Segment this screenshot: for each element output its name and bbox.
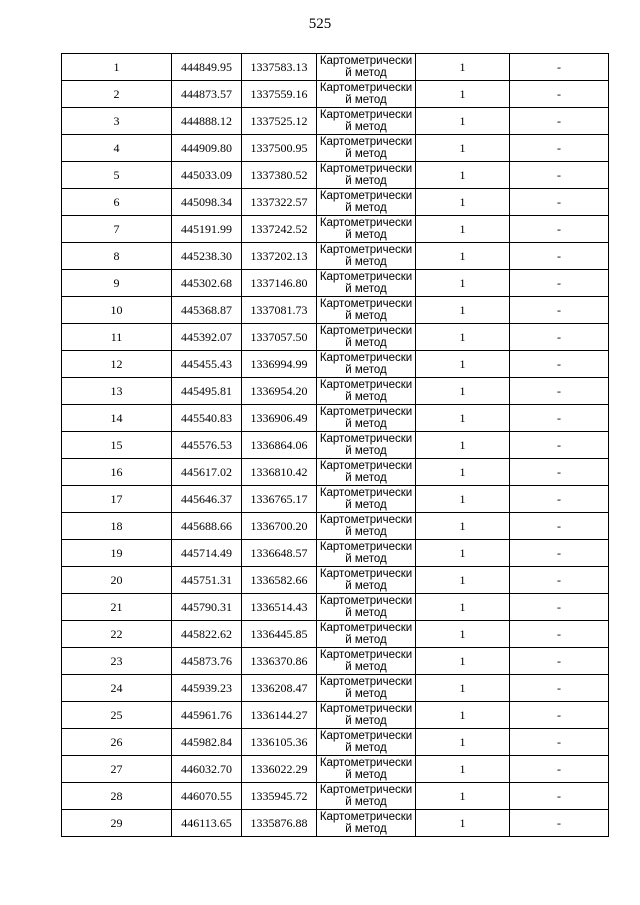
precision-cell: 1 <box>416 270 510 297</box>
precision-cell: 1 <box>416 378 510 405</box>
x-coordinate-cell: 445646.37 <box>172 486 242 513</box>
table-row <box>62 594 609 621</box>
y-coordinate-cell: 1335876.88 <box>242 810 317 837</box>
precision-cell: 1 <box>416 459 510 486</box>
note-cell: - <box>510 756 609 783</box>
x-coordinate-cell: 445302.68 <box>172 270 242 297</box>
precision-cell: 1 <box>416 216 510 243</box>
method-cell: Картометрически й метод <box>317 108 416 135</box>
precision-cell: 1 <box>416 81 510 108</box>
y-coordinate-cell: 1336954.20 <box>242 378 317 405</box>
note-cell: - <box>510 243 609 270</box>
point-number-cell: 2 <box>62 81 172 108</box>
method-cell: Картометрически й метод <box>317 594 416 621</box>
x-coordinate-cell: 445617.02 <box>172 459 242 486</box>
x-coordinate-cell: 445368.87 <box>172 297 242 324</box>
table-row <box>62 108 609 135</box>
table-row <box>62 270 609 297</box>
method-cell: Картометрически й метод <box>317 648 416 675</box>
precision-cell: 1 <box>416 594 510 621</box>
table-row <box>62 567 609 594</box>
note-cell: - <box>510 540 609 567</box>
point-number-cell: 7 <box>62 216 172 243</box>
page-number: 525 <box>308 16 332 32</box>
note-cell: - <box>510 405 609 432</box>
method-cell: Картометрически й метод <box>317 459 416 486</box>
x-coordinate-cell: 445714.49 <box>172 540 242 567</box>
method-cell: Картометрически й метод <box>317 756 416 783</box>
note-cell: - <box>510 810 609 837</box>
table-row <box>62 810 609 837</box>
y-coordinate-cell: 1337057.50 <box>242 324 317 351</box>
y-coordinate-cell: 1336582.66 <box>242 567 317 594</box>
y-coordinate-cell: 1336514.43 <box>242 594 317 621</box>
y-coordinate-cell: 1337242.52 <box>242 216 317 243</box>
point-number-cell: 11 <box>62 324 172 351</box>
x-coordinate-cell: 445961.76 <box>172 702 242 729</box>
point-number-cell: 1 <box>62 54 172 81</box>
point-number-cell: 29 <box>62 810 172 837</box>
precision-cell: 1 <box>416 54 510 81</box>
x-coordinate-cell: 444849.95 <box>172 54 242 81</box>
point-number-cell: 19 <box>62 540 172 567</box>
method-cell: Картометрически й метод <box>317 378 416 405</box>
y-coordinate-cell: 1336144.27 <box>242 702 317 729</box>
table-row <box>62 216 609 243</box>
x-coordinate-cell: 446032.70 <box>172 756 242 783</box>
precision-cell: 1 <box>416 540 510 567</box>
x-coordinate-cell: 445033.09 <box>172 162 242 189</box>
precision-cell: 1 <box>416 702 510 729</box>
point-number-cell: 17 <box>62 486 172 513</box>
table-row <box>62 405 609 432</box>
table-row <box>62 648 609 675</box>
precision-cell: 1 <box>416 351 510 378</box>
table-row <box>62 297 609 324</box>
note-cell: - <box>510 270 609 297</box>
y-coordinate-cell: 1336648.57 <box>242 540 317 567</box>
point-number-cell: 28 <box>62 783 172 810</box>
precision-cell: 1 <box>416 621 510 648</box>
method-cell: Картометрически й метод <box>317 135 416 162</box>
x-coordinate-cell: 445495.81 <box>172 378 242 405</box>
y-coordinate-cell: 1337525.12 <box>242 108 317 135</box>
table-row <box>62 702 609 729</box>
method-cell: Картометрически й метод <box>317 405 416 432</box>
note-cell: - <box>510 297 609 324</box>
x-coordinate-cell: 446070.55 <box>172 783 242 810</box>
note-cell: - <box>510 594 609 621</box>
coordinates-table <box>61 53 609 837</box>
point-number-cell: 16 <box>62 459 172 486</box>
table-row <box>62 162 609 189</box>
method-cell: Картометрически й метод <box>317 540 416 567</box>
y-coordinate-cell: 1336994.99 <box>242 351 317 378</box>
note-cell: - <box>510 729 609 756</box>
method-cell: Картометрически й метод <box>317 162 416 189</box>
point-number-cell: 9 <box>62 270 172 297</box>
y-coordinate-cell: 1337146.80 <box>242 270 317 297</box>
point-number-cell: 15 <box>62 432 172 459</box>
y-coordinate-cell: 1337380.52 <box>242 162 317 189</box>
x-coordinate-cell: 445939.23 <box>172 675 242 702</box>
precision-cell: 1 <box>416 162 510 189</box>
y-coordinate-cell: 1337202.13 <box>242 243 317 270</box>
y-coordinate-cell: 1336700.20 <box>242 513 317 540</box>
note-cell: - <box>510 324 609 351</box>
method-cell: Картометрически й метод <box>317 675 416 702</box>
method-cell: Картометрически й метод <box>317 702 416 729</box>
precision-cell: 1 <box>416 513 510 540</box>
method-cell: Картометрически й метод <box>317 729 416 756</box>
note-cell: - <box>510 54 609 81</box>
precision-cell: 1 <box>416 810 510 837</box>
method-cell: Картометрически й метод <box>317 243 416 270</box>
y-coordinate-cell: 1336810.42 <box>242 459 317 486</box>
note-cell: - <box>510 351 609 378</box>
y-coordinate-cell: 1337322.57 <box>242 189 317 216</box>
precision-cell: 1 <box>416 756 510 783</box>
precision-cell: 1 <box>416 729 510 756</box>
note-cell: - <box>510 108 609 135</box>
note-cell: - <box>510 459 609 486</box>
method-cell: Картометрически й метод <box>317 54 416 81</box>
y-coordinate-cell: 1337081.73 <box>242 297 317 324</box>
precision-cell: 1 <box>416 432 510 459</box>
point-number-cell: 14 <box>62 405 172 432</box>
point-number-cell: 3 <box>62 108 172 135</box>
y-coordinate-cell: 1336906.49 <box>242 405 317 432</box>
point-number-cell: 24 <box>62 675 172 702</box>
note-cell: - <box>510 378 609 405</box>
x-coordinate-cell: 444888.12 <box>172 108 242 135</box>
note-cell: - <box>510 567 609 594</box>
point-number-cell: 22 <box>62 621 172 648</box>
point-number-cell: 25 <box>62 702 172 729</box>
x-coordinate-cell: 446113.65 <box>172 810 242 837</box>
x-coordinate-cell: 445392.07 <box>172 324 242 351</box>
x-coordinate-cell: 445455.43 <box>172 351 242 378</box>
table-row <box>62 189 609 216</box>
point-number-cell: 20 <box>62 567 172 594</box>
table-row <box>62 324 609 351</box>
y-coordinate-cell: 1337500.95 <box>242 135 317 162</box>
precision-cell: 1 <box>416 189 510 216</box>
table-row <box>62 675 609 702</box>
y-coordinate-cell: 1337559.16 <box>242 81 317 108</box>
point-number-cell: 6 <box>62 189 172 216</box>
precision-cell: 1 <box>416 648 510 675</box>
point-number-cell: 5 <box>62 162 172 189</box>
x-coordinate-cell: 445790.31 <box>172 594 242 621</box>
table-row <box>62 432 609 459</box>
method-cell: Картометрически й метод <box>317 513 416 540</box>
note-cell: - <box>510 162 609 189</box>
x-coordinate-cell: 445191.99 <box>172 216 242 243</box>
table-row <box>62 756 609 783</box>
table-row <box>62 729 609 756</box>
note-cell: - <box>510 621 609 648</box>
y-coordinate-cell: 1335945.72 <box>242 783 317 810</box>
method-cell: Картометрически й метод <box>317 567 416 594</box>
method-cell: Картометрически й метод <box>317 81 416 108</box>
point-number-cell: 23 <box>62 648 172 675</box>
table-row <box>62 486 609 513</box>
precision-cell: 1 <box>416 297 510 324</box>
precision-cell: 1 <box>416 135 510 162</box>
x-coordinate-cell: 445688.66 <box>172 513 242 540</box>
note-cell: - <box>510 648 609 675</box>
y-coordinate-cell: 1336022.29 <box>242 756 317 783</box>
table-row <box>62 135 609 162</box>
note-cell: - <box>510 216 609 243</box>
point-number-cell: 4 <box>62 135 172 162</box>
point-number-cell: 26 <box>62 729 172 756</box>
table-row <box>62 540 609 567</box>
x-coordinate-cell: 445873.76 <box>172 648 242 675</box>
point-number-cell: 27 <box>62 756 172 783</box>
method-cell: Картометрически й метод <box>317 297 416 324</box>
precision-cell: 1 <box>416 108 510 135</box>
note-cell: - <box>510 783 609 810</box>
point-number-cell: 13 <box>62 378 172 405</box>
precision-cell: 1 <box>416 567 510 594</box>
method-cell: Картометрически й метод <box>317 810 416 837</box>
table-row <box>62 351 609 378</box>
table-row <box>62 243 609 270</box>
note-cell: - <box>510 81 609 108</box>
table-row <box>62 783 609 810</box>
x-coordinate-cell: 445540.83 <box>172 405 242 432</box>
coordinates-table-body <box>62 54 609 837</box>
note-cell: - <box>510 189 609 216</box>
table-row <box>62 378 609 405</box>
point-number-cell: 12 <box>62 351 172 378</box>
y-coordinate-cell: 1337583.13 <box>242 54 317 81</box>
y-coordinate-cell: 1336208.47 <box>242 675 317 702</box>
y-coordinate-cell: 1336765.17 <box>242 486 317 513</box>
x-coordinate-cell: 445751.31 <box>172 567 242 594</box>
method-cell: Картометрически й метод <box>317 324 416 351</box>
table-row <box>62 513 609 540</box>
x-coordinate-cell: 444873.57 <box>172 81 242 108</box>
method-cell: Картометрически й метод <box>317 351 416 378</box>
note-cell: - <box>510 702 609 729</box>
method-cell: Картометрически й метод <box>317 783 416 810</box>
point-number-cell: 8 <box>62 243 172 270</box>
table-row <box>62 459 609 486</box>
y-coordinate-cell: 1336370.86 <box>242 648 317 675</box>
method-cell: Картометрически й метод <box>317 216 416 243</box>
precision-cell: 1 <box>416 324 510 351</box>
x-coordinate-cell: 445982.84 <box>172 729 242 756</box>
note-cell: - <box>510 432 609 459</box>
table-row <box>62 54 609 81</box>
y-coordinate-cell: 1336105.36 <box>242 729 317 756</box>
x-coordinate-cell: 445098.34 <box>172 189 242 216</box>
precision-cell: 1 <box>416 405 510 432</box>
method-cell: Картометрически й метод <box>317 270 416 297</box>
note-cell: - <box>510 135 609 162</box>
note-cell: - <box>510 486 609 513</box>
note-cell: - <box>510 513 609 540</box>
table-row <box>62 81 609 108</box>
method-cell: Картометрически й метод <box>317 621 416 648</box>
table-row <box>62 621 609 648</box>
x-coordinate-cell: 444909.80 <box>172 135 242 162</box>
x-coordinate-cell: 445822.62 <box>172 621 242 648</box>
note-cell: - <box>510 675 609 702</box>
x-coordinate-cell: 445238.30 <box>172 243 242 270</box>
precision-cell: 1 <box>416 486 510 513</box>
y-coordinate-cell: 1336445.85 <box>242 621 317 648</box>
method-cell: Картометрически й метод <box>317 189 416 216</box>
method-cell: Картометрически й метод <box>317 486 416 513</box>
precision-cell: 1 <box>416 675 510 702</box>
point-number-cell: 18 <box>62 513 172 540</box>
precision-cell: 1 <box>416 243 510 270</box>
point-number-cell: 21 <box>62 594 172 621</box>
method-cell: Картометрически й метод <box>317 432 416 459</box>
point-number-cell: 10 <box>62 297 172 324</box>
precision-cell: 1 <box>416 783 510 810</box>
y-coordinate-cell: 1336864.06 <box>242 432 317 459</box>
x-coordinate-cell: 445576.53 <box>172 432 242 459</box>
